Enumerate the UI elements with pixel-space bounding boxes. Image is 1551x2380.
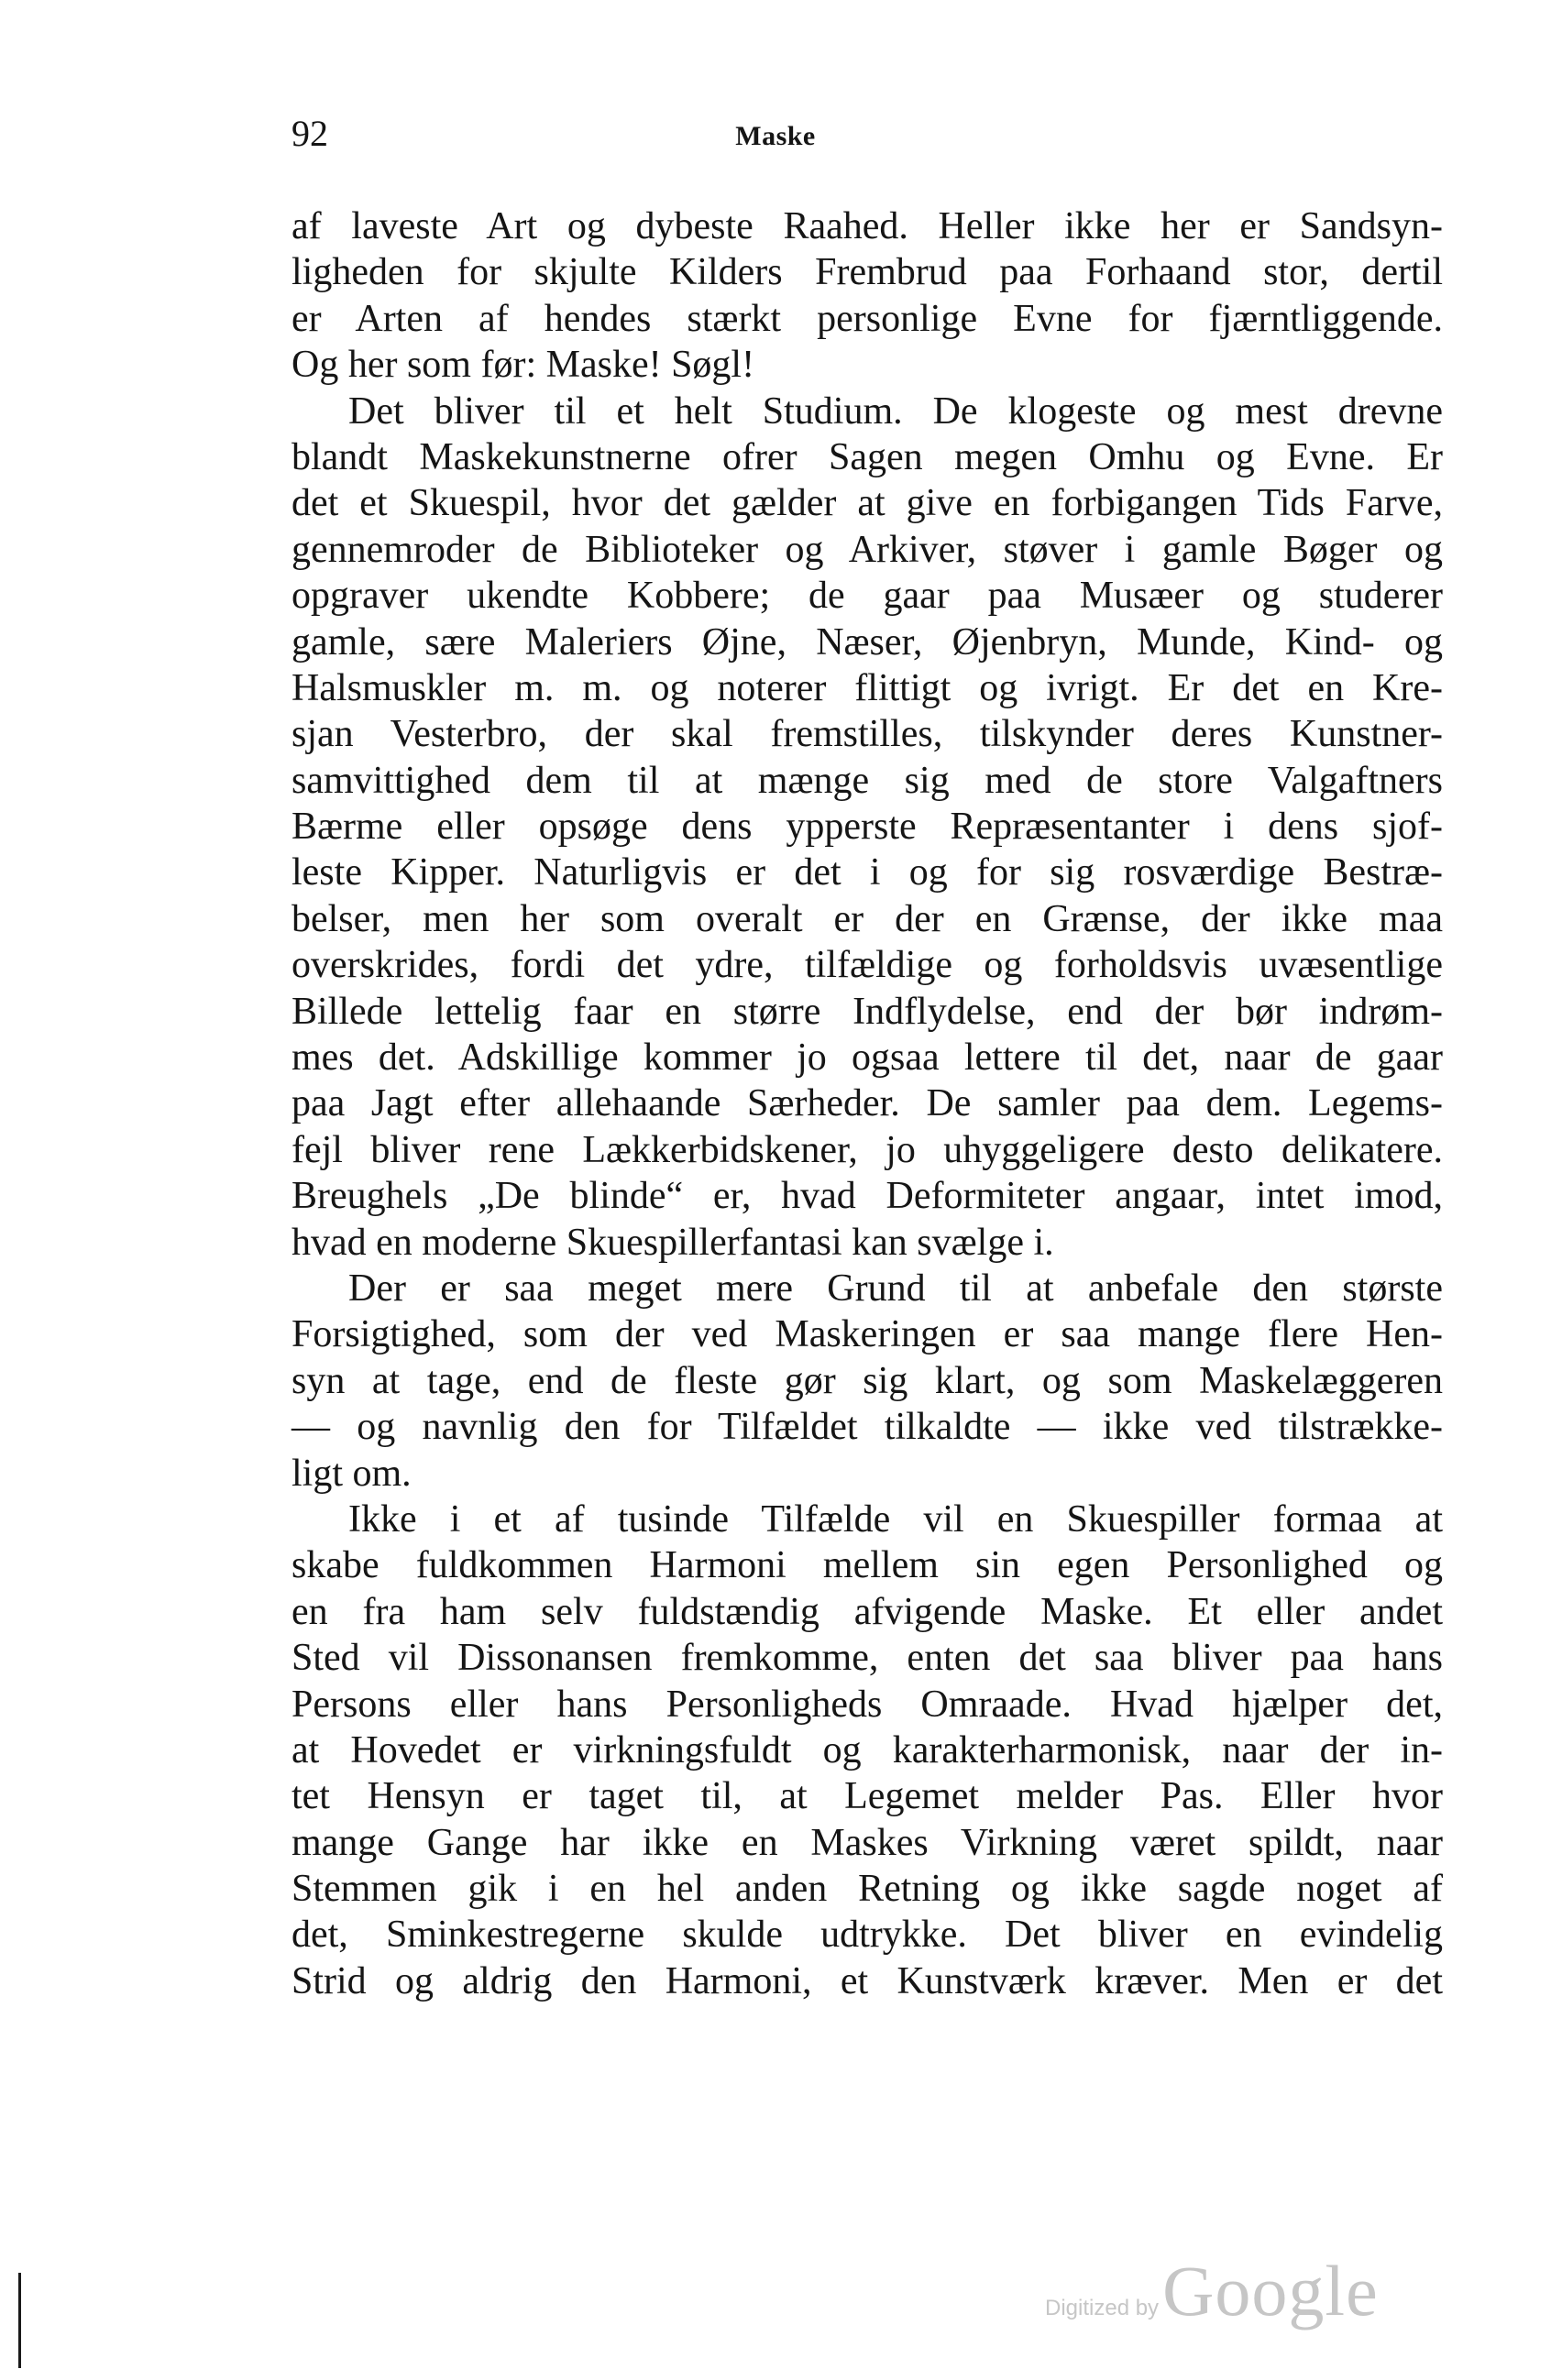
text-line: paa Jagt efter allehaande Særheder. De samler paa dem. Legems- <box>292 1082 1443 1125</box>
text-line: hvad en moderne Skuespillerfantasi kan svælge i. <box>292 1221 1054 1264</box>
text-line: — og navnlig den for Tilfældet tilkaldte — ikke ved tilstrække- <box>292 1406 1443 1449</box>
text-line: Strid og aldrig den Harmoni, et Kunstværk kræver. Men er det <box>292 1959 1443 2002</box>
text-line: Forsigtighed, som der ved Maskeringen er saa mange flere Hen- <box>292 1313 1443 1356</box>
text-line: Sted vil Dissonansen fremkomme, enten det saa bliver paa hans <box>292 1637 1443 1680</box>
text-line: Breughels „De blinde“ er, hvad Deformiteter angaar, intet imod, <box>292 1175 1443 1218</box>
text-line: tet Hensyn er taget til, at Legemet melder Pas. Eller hvor <box>292 1775 1443 1818</box>
text-line: blandt Maskekunstnerne ofrer Sagen megen Omhu og Evne. Er <box>292 435 1443 478</box>
text-line: syn at tage, end de fleste gør sig klart, og som Maskelæggeren <box>292 1359 1443 1402</box>
text-line: opgraver ukendte Kobbere; de gaar paa Musæer og studerer <box>292 575 1443 618</box>
page-number: 92 <box>292 113 328 154</box>
text-line: overskrides, fordi det ydre, tilfældige og forholdsvis uvæsentlige <box>292 944 1443 987</box>
text-line: Billede lettelig faar en større Indflydelse, end der bør indrøm- <box>292 990 1443 1033</box>
margin-mark <box>18 2273 21 2368</box>
text-line: skabe fuldkommen Harmoni mellem sin egen Personlighed og <box>292 1544 1443 1587</box>
text-line: gennemroder de Biblioteker og Arkiver, støver i gamle Bøger og <box>292 528 1443 571</box>
text-line: gamle, sære Maleriers Øjne, Næser, Øjenbryn, Munde, Kind- og <box>292 620 1443 664</box>
text-line: det et Skuespil, hvor det gælder at give en forbigangen Tids Farve, <box>292 482 1443 525</box>
text-line: mes det. Adskillige kommer jo ogsaa lettere til det, naar de gaar <box>292 1036 1443 1080</box>
watermark-digitized-by: Digitized by <box>1045 2296 1160 2320</box>
text-line: Ikke i et af tusinde Tilfælde vil en Skuespiller formaa at <box>348 1497 1443 1541</box>
text-line: Persons eller hans Personligheds Omraade. Hvad hjælper det, <box>292 1683 1443 1726</box>
text-line: en fra ham selv fuldstændig afvigende Maske. Et eller andet <box>292 1590 1443 1633</box>
text-line: Bærme eller opsøge dens ypperste Repræsentanter i dens sjof- <box>292 806 1443 849</box>
text-line: belser, men her som overalt er der en Grænse, der ikke maa <box>292 897 1443 940</box>
text-line: ligt om. <box>292 1452 412 1495</box>
text-line: mange Gange har ikke en Maskes Virkning været spildt, naar <box>292 1821 1443 1864</box>
google-watermark <box>1045 2250 1379 2332</box>
text-line: leste Kipper. Naturligvis er det i og for sig rosværdige Bestræ- <box>292 851 1443 894</box>
text-line: af laveste Art og dybeste Raahed. Heller ikke her er Sandsyn- <box>292 205 1443 247</box>
text-line: Og her som før: Maske! Søgl! <box>292 344 755 387</box>
text-line: Stemmen gik i en hel anden Retning og ikke sagde noget af <box>292 1868 1443 1911</box>
text-line: er Arten af hendes stærkt personlige Evne for fjærntliggende. <box>292 297 1443 340</box>
text-line: samvittighed dem til at mænge sig med de store Valgaftners <box>292 759 1443 802</box>
text-line: ligheden for skjulte Kilders Frembrud paa Forhaand stor, dertil <box>292 251 1443 294</box>
text-line: fejl bliver rene Lækkerbidskener, jo uhyggeligere desto delikatere. <box>292 1128 1443 1171</box>
text-line: det, Sminkestregerne skulde udtrykke. Det bliver en evindelig <box>292 1914 1443 1957</box>
running-head: Maske <box>735 121 816 151</box>
text-line: at Hovedet er virkningsfuldt og karakterharmonisk, naar der in- <box>292 1728 1443 1771</box>
text-line: Halsmuskler m. m. og noterer flittigt og ivrigt. Er det en Kre- <box>292 666 1443 709</box>
text-line: Der er saa meget mere Grund til at anbefale den største <box>348 1267 1443 1310</box>
body-text <box>292 203 1443 2004</box>
text-line: sjan Vesterbro, der skal fremstilles, tilskynder deres Kunstner- <box>292 713 1443 756</box>
text-line: Det bliver til et helt Studium. De klogeste og mest drevne <box>348 389 1443 433</box>
watermark-google: Google <box>1162 2251 1379 2331</box>
